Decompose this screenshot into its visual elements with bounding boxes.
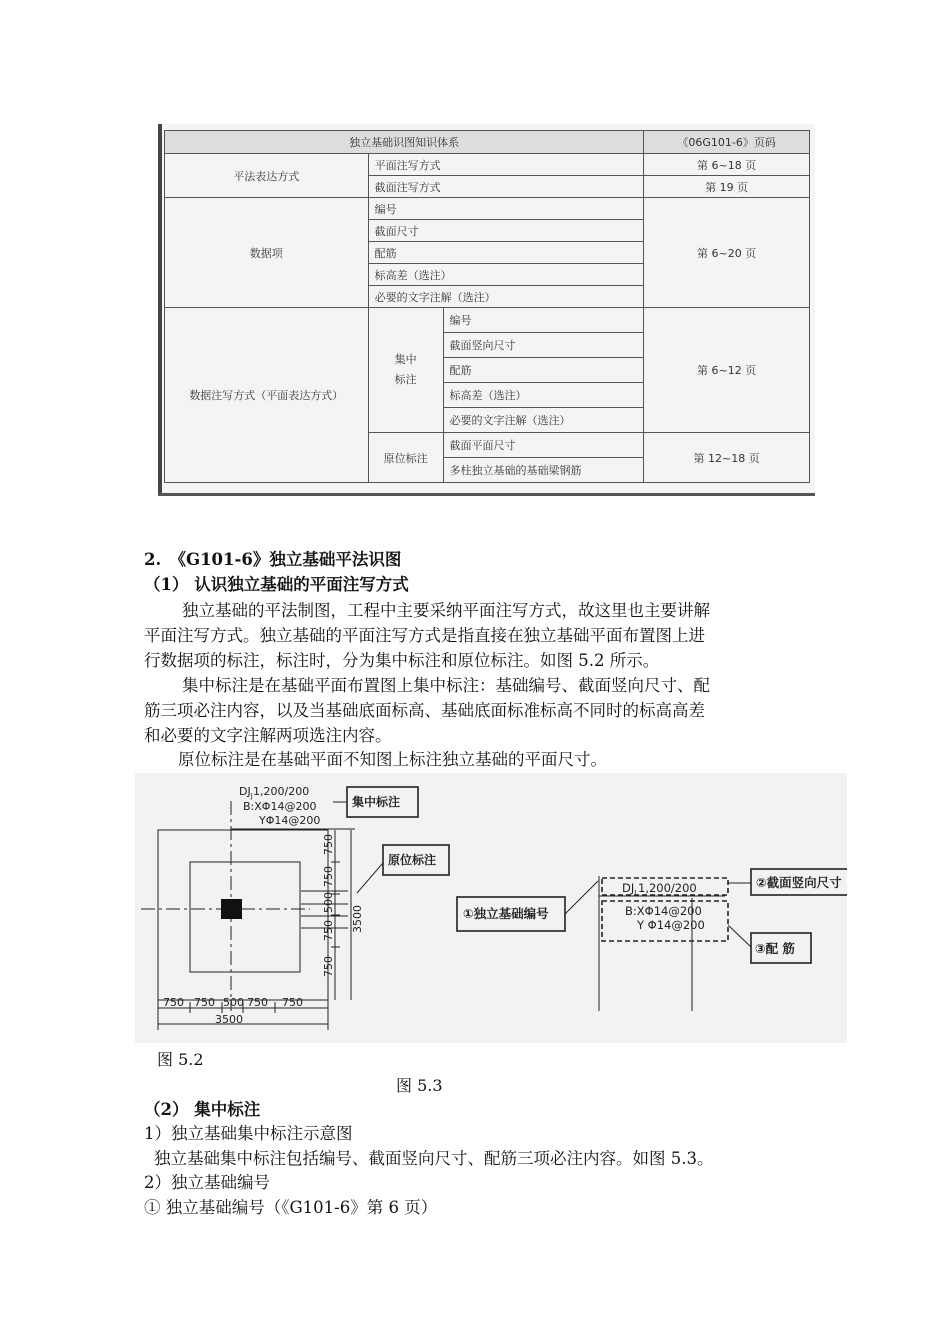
foundation-figure <box>135 773 847 1043</box>
table-cell: 平面注写方式 <box>368 154 644 176</box>
table-row <box>165 154 810 176</box>
scan-edge <box>158 493 815 496</box>
paragraph-line: 独立基础集中标注包括编号、截面竖向尺寸、配筋三项必注内容。如图 5.3。 <box>154 1149 714 1168</box>
figure-caption: 图 5.3 <box>396 1076 443 1095</box>
right-rebar-x: B:XΦ14@200 <box>625 904 702 918</box>
dim-right-total: 3500 <box>351 905 364 933</box>
foundation-outer-outline <box>158 830 328 1000</box>
table-cell: 配筋 <box>368 242 644 264</box>
leader-line <box>565 881 598 914</box>
leader-line <box>728 925 751 947</box>
foundation-diagram <box>135 773 847 1043</box>
tag-rebar: ③配 筋 <box>755 941 795 956</box>
table-cell: 截面竖向尺寸 <box>443 333 644 358</box>
table-cell: 截面注写方式 <box>368 176 644 198</box>
page-ref: 第 6~12 页 <box>644 308 810 433</box>
left-code: $DJ_J$ <box>239 785 253 800</box>
table-cell: 必要的文字注解（选注） <box>368 286 644 308</box>
dim-right: 750 <box>322 866 335 887</box>
table-cell: 配筋 <box>443 358 644 383</box>
dim-bottom: 750 <box>163 996 184 1009</box>
table-cell: 标高差（选注） <box>368 264 644 286</box>
dim-right: 750 <box>322 920 335 941</box>
table-row <box>165 308 810 333</box>
dim-right: 500 <box>322 892 335 913</box>
paragraph-line: 集中标注是在基础平面布置图上集中标注：基础编号、截面竖向尺寸、配 <box>182 676 710 695</box>
paragraph-line: 原位标注是在基础平面不知图上标注独立基础的平面尺寸。 <box>178 750 607 769</box>
paragraph-line: 独立基础的平法制图，工程中主要采纳平面注写方式，故这里也主要讲解 <box>182 601 710 620</box>
knowledge-table-image <box>158 124 815 496</box>
dim-bottom-total: 3500 <box>215 1013 243 1026</box>
paragraph-line: 行数据项的标注，标注时，分为集中标注和原位标注。如图 5.2 所示。 <box>144 651 660 670</box>
dim-right: 750 <box>322 956 335 977</box>
item-heading: 1）独立基础集中标注示意图 <box>144 1124 353 1143</box>
page-ref: 第 12~18 页 <box>644 433 810 483</box>
table-cell: 必要的文字注解（选注） <box>443 408 644 433</box>
tag-section: ②截面竖向尺寸 <box>756 875 842 890</box>
right-code: $DJ_J$ <box>622 881 637 897</box>
group-label: 数据项 <box>165 198 369 308</box>
knowledge-table <box>164 130 810 483</box>
left-rebar-x: B:XΦ14@200 <box>243 800 317 813</box>
item-heading: 2）独立基础编号 <box>144 1173 270 1192</box>
table-cell: 多柱独立基础的基础梁钢筋 <box>443 458 644 483</box>
paragraph-line: 筋三项必注内容，以及当基础底面标高、基础底面标准标高不同时的标高高差 <box>144 701 705 720</box>
page-ref: 第 6~20 页 <box>644 198 810 308</box>
foundation-inner-outline <box>190 862 300 972</box>
page-ref: 第 6~18 页 <box>644 154 810 176</box>
table-cell: 截面尺寸 <box>368 220 644 242</box>
table-row <box>165 198 810 220</box>
dim-bottom: 750 <box>194 996 215 1009</box>
page-ref: 第 19 页 <box>644 176 810 198</box>
table-cell: 编号 <box>368 198 644 220</box>
subsection-heading: （2） 集中标注 <box>144 1100 261 1119</box>
dim-bottom: 500 <box>223 996 244 1009</box>
right-rebar-y: Y Φ14@200 <box>637 918 705 932</box>
left-rebar-y: YΦ14@200 <box>259 814 321 827</box>
paragraph-line: 和必要的文字注解两项选注内容。 <box>144 726 392 745</box>
group-label: 数据注写方式（平面表达方式） <box>165 308 369 483</box>
column-section <box>221 899 242 919</box>
dim-bottom: 750 <box>282 996 303 1009</box>
section-heading: 2. 《G101-6》独立基础平法识图 <box>144 550 402 569</box>
table-cell: 截面平面尺寸 <box>443 433 644 458</box>
subgroup-label-text: 集中标注 <box>394 353 417 386</box>
table-row <box>165 131 810 154</box>
paragraph-line: 平面注写方式。独立基础的平面注写方式是指直接在独立基础平面布置图上进 <box>144 626 705 645</box>
code-subscript: J <box>250 792 253 800</box>
subgroup-label: 原位标注 <box>368 433 443 483</box>
left-code-rest: 1,200/200 <box>253 785 310 798</box>
subsection-heading: （1） 认识独立基础的平面注写方式 <box>144 575 409 594</box>
code-subscript: J <box>634 889 637 897</box>
item-heading: ① 独立基础编号（《G101-6》第 6 页） <box>144 1198 438 1217</box>
subgroup-label <box>368 308 443 433</box>
leader-line <box>357 863 383 893</box>
right-code-rest: 1,200/200 <box>638 881 697 895</box>
tag-number: ①独立基础编号 <box>463 906 549 921</box>
table-header-left: 独立基础识图知识体系 <box>165 131 644 154</box>
table-cell: 标高差（选注） <box>443 383 644 408</box>
tag-centralized: 集中标注 <box>352 795 401 809</box>
group-label: 平法表达方式 <box>165 154 369 198</box>
table-cell: 编号 <box>443 308 644 333</box>
scan-edge <box>158 124 162 496</box>
tag-inplace: 原位标注 <box>388 853 437 867</box>
dim-bottom: 750 <box>247 996 268 1009</box>
dim-right: 750 <box>322 834 335 855</box>
table-header-right: 《06G101-6》页码 <box>644 131 810 154</box>
figure-caption: 图 5.2 <box>157 1050 204 1069</box>
